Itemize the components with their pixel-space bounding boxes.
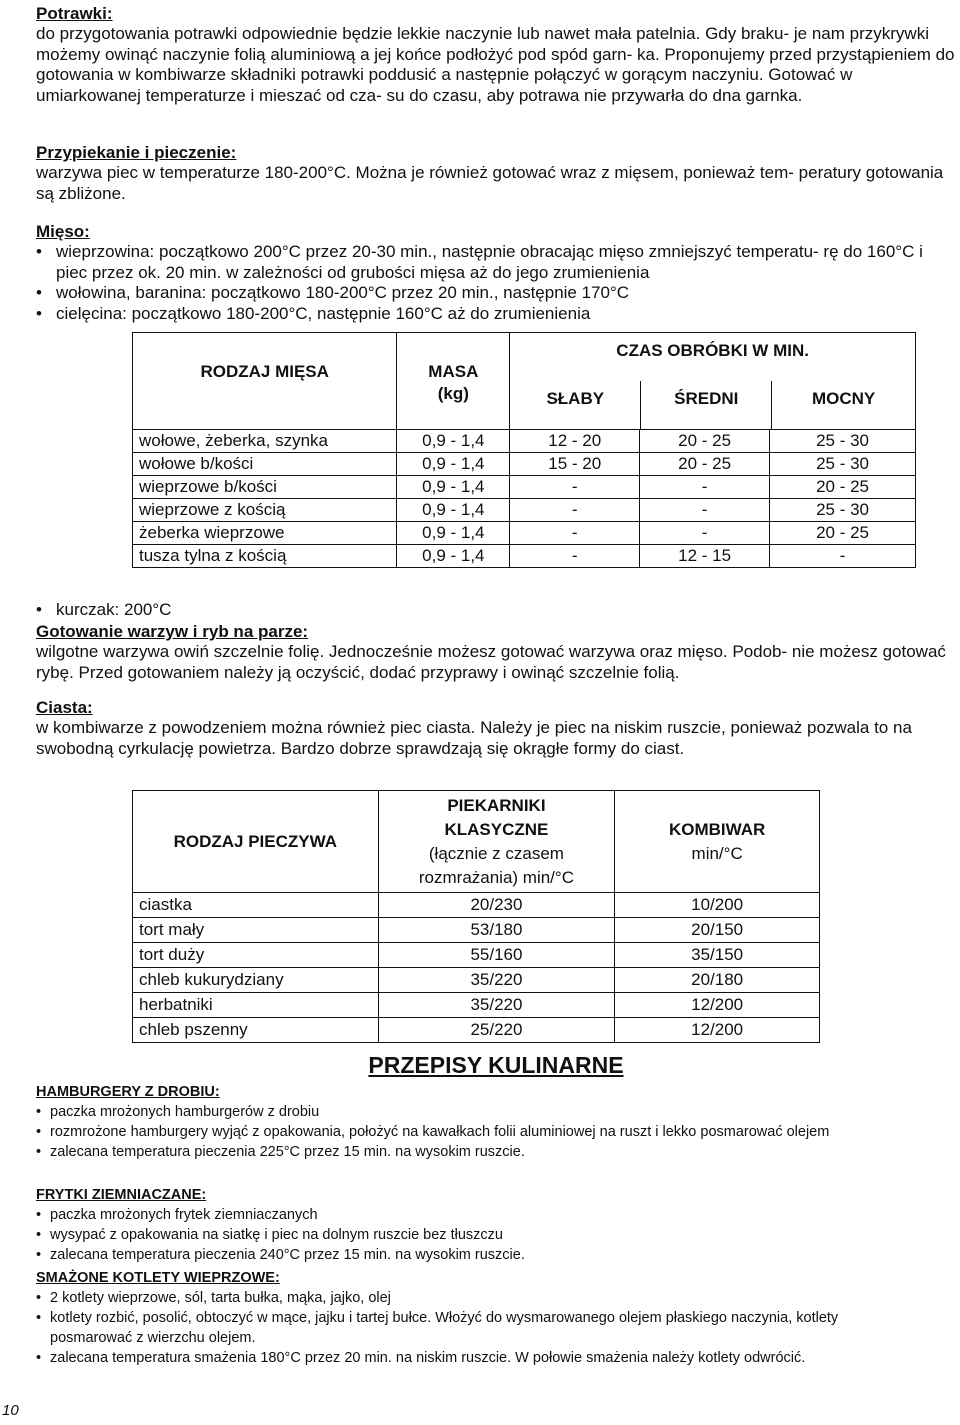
table-cell: 0,9 - 1,4 [397,499,510,522]
recipe-list [36,1205,956,1265]
section-title: Mięso: [36,222,90,241]
table-cell: 0,9 - 1,4 [397,453,510,476]
table-cell: wieprzowe z kością [133,499,397,522]
table-row [133,968,820,993]
header-classic [378,791,615,893]
table-cell: 20/180 [615,968,820,993]
table-row [133,453,916,476]
header-weak: SŁABY [510,381,641,429]
table-row [133,993,820,1018]
list-item: • zalecana temperatura pieczenia 240°C przez 15 min. na wysokim ruszcie. [36,1245,956,1265]
table-cell: 20 - 25 [770,476,916,499]
table-cell: ciastka [133,893,379,918]
header-bread-type: RODZAJ PIECZYWA [133,791,379,893]
table-cell: chleb pszenny [133,1018,379,1043]
table-cell: 35/220 [378,968,615,993]
table-cell: tusza tylna z kością [133,545,397,568]
header-combi-line2: min/°C [691,843,743,863]
table-cell: 20/150 [615,918,820,943]
table-row [133,893,820,918]
table-cell: 0,9 - 1,4 [397,430,510,453]
table-row [133,499,916,522]
list-item: • kotlety rozbić, posolić, obtoczyć w mące, jajku i tartej bułce. Włożyć do wysmarowanego olejem płaskiego naczynia, kotlety posmarować z wierzchu olejem. [36,1308,916,1348]
table-cell: 10/200 [615,893,820,918]
recipe-frytki [36,1186,956,1265]
list-item: • wołowina, baranina: początkowo 180-200°C przez 20 min., następnie 170°C [36,283,956,304]
list-item: • wysypać z opakowania na siatkę i piec na dolnym ruszcie bez tłuszczu [36,1225,956,1245]
list-item: • paczka mrożonych hamburgerów z drobiu [36,1102,856,1122]
header-combi-line1: KOMBIWAR [668,819,766,839]
table-cell: 0,9 - 1,4 [397,522,510,545]
table-cell: 20/230 [378,893,615,918]
table-cell: 12/200 [615,993,820,1018]
table-cell: 25 - 30 [770,499,916,522]
table-cell: - [510,499,640,522]
table-cell: 35/150 [615,943,820,968]
section-title: Potrawki: [36,4,113,23]
list-item: • paczka mrożonych frytek ziemniaczanych [36,1205,956,1225]
table-row [133,943,820,968]
table-cell: 20 - 25 [770,522,916,545]
table-cell: 20 - 25 [640,430,770,453]
recipe-title: HAMBURGERY Z DROBIU: [36,1084,220,1100]
list-item: • zalecana temperatura smażenia 180°C przez 20 min. na niskim ruszcie. W połowie smażenia należy kotlety odwrócić. [36,1348,916,1368]
section-title: Gotowanie warzyw i ryb na parze: [36,622,309,641]
table-header-row [133,791,820,893]
table-cell: - [510,476,640,499]
table-cell: 25/220 [378,1018,615,1043]
table-row [133,522,916,545]
section-text: w kombiwarze z powodzeniem można również piec ciasta. Należy je piec na niskim ruszcie, ponieważ pozwala to na swobodną cyrkulację powietrza. Bardzo dobrze sprawdzają się okrągłe formy do ciast. [36,718,912,758]
header-strong: MOCNY [811,389,876,408]
list-item: • cielęcina: początkowo 180-200°C, następnie 160°C aż do zrumienienia [36,304,956,325]
recipe-hamburgery [36,1083,956,1162]
header-classic-line1: PIEKARNIKI [447,795,546,815]
section-mieso [36,222,956,324]
header-medium: ŚREDNI [641,381,772,429]
table-cell: 55/160 [378,943,615,968]
table-cell: chleb kukurydziany [133,968,379,993]
table-row [133,545,916,568]
table-cell: 20 - 25 [640,453,770,476]
table-cell: tort duży [133,943,379,968]
list-item: • wieprzowina: początkowo 200°C przez 20-30 min., następnie obracając mięso zmniejszyć temperatu- rę do 160°C i piec przez ok. 20 min. w zależności od grubości mięsa aż do jego zrumienienia [36,242,956,283]
kurczak-list [36,600,956,621]
baking-table [132,790,820,1043]
table-cell: wołowe, żeberka, szynka [133,430,397,453]
header-combi [615,791,820,893]
table-cell: wołowe b/kości [133,453,397,476]
recipe-title: SMAŻONE KOTLETY WIEPRZOWE: [36,1270,280,1286]
table-cell: 12 - 15 [640,545,770,568]
list-item: • rozmrożone hamburgery wyjąć z opakowania, położyć na kawałkach folii aluminiowej na ruszt i lekko posmarować olejem [36,1122,856,1142]
table-cell: - [510,545,640,568]
section-text: do przygotowania potrawki odpowiednie będzie lekkie naczynie lub nawet mała patelnia. Gdy braku- je nam przykrywki możemy owinąć naczynie folią aluminiową a jej końce podłożyć pod spód garn- ka. Proponujemy przed przystąpieniem do gotowania w kombiwarze składniki potrawki poddusić a następnie połączyć w gorącym naczyniu. Gotować w umiarkowanej temperaturze i mieszać od cza- su do czasu, aby potrawa nie przywarła do dna garnka. [36,24,955,105]
table-row [133,476,916,499]
table-cell: 53/180 [378,918,615,943]
recipe-list [36,1102,856,1162]
recipes-title: PRZEPISY KULINARNE [368,1052,624,1078]
table-cell: - [510,522,640,545]
table-cell: wieprzowe b/kości [133,476,397,499]
table-cell: 12/200 [615,1018,820,1043]
header-mass-line2: (kg) [437,384,469,403]
header-time-group [510,333,916,430]
section-przypiekanie [36,143,956,204]
header-classic-line2: KLASYCZNE [444,819,549,839]
table-cell: 15 - 20 [510,453,640,476]
table-row [133,430,916,453]
header-mass-line1: MASA [428,362,479,381]
section-ciasta [36,698,956,759]
table-cell: żeberka wieprzowe [133,522,397,545]
recipe-list [36,1288,916,1368]
table-cell: herbatniki [133,993,379,1018]
section-text: wilgotne warzywa owiń szczelnie folię. Jednocześnie możesz gotować warzywa oraz mięso. Podob- nie możesz gotować rybę. Przed gotowaniem należy ją oczyścić, dodać przyprawy i owinąć szczelnie folią. [36,642,946,682]
meat-list [36,242,956,324]
table-cell: - [640,522,770,545]
header-classic-line3: (łącznie z czasem [428,843,564,863]
table-cell: 0,9 - 1,4 [397,545,510,568]
table-cell: - [640,476,770,499]
table-cell: 25 - 30 [770,453,916,476]
meat-table [132,332,916,568]
table-row [133,1018,820,1043]
section-potrawki [36,4,956,106]
section-title: Przypiekanie i pieczenie: [36,143,237,162]
list-item: • zalecana temperatura pieczenia 225°C przez 15 min. na wysokim ruszcie. [36,1142,856,1162]
table-row [133,918,820,943]
header-classic-line4: rozmrażania) min/°C [418,867,574,887]
table-cell: 25 - 30 [770,430,916,453]
section-text: warzywa piec w temperaturze 180-200°C. Można je również gotować wraz z mięsem, ponieważ tem- peratury gotowania są zbliżone. [36,163,944,203]
table-header-row [133,333,916,430]
table-cell: - [640,499,770,522]
recipe-kotlety [36,1269,956,1368]
table-cell: 12 - 20 [510,430,640,453]
list-item: • kurczak: 200°C [36,600,956,621]
table-cell: tort mały [133,918,379,943]
header-time: CZAS OBRÓBKI W MIN. [616,341,809,360]
recipe-title: FRYTKI ZIEMNIACZANE: [36,1187,207,1203]
section-title: Ciasta: [36,698,93,717]
section-gotowanie [36,622,956,683]
header-type: RODZAJ MIĘSA [133,333,397,430]
table-cell: - [770,545,916,568]
page-number: 10 [2,1402,19,1419]
header-mass [397,333,510,430]
list-item: • 2 kotlety wieprzowe, sól, tarta bułka, mąka, jajko, olej [36,1288,916,1308]
table-cell: 0,9 - 1,4 [397,476,510,499]
table-cell: 35/220 [378,993,615,1018]
